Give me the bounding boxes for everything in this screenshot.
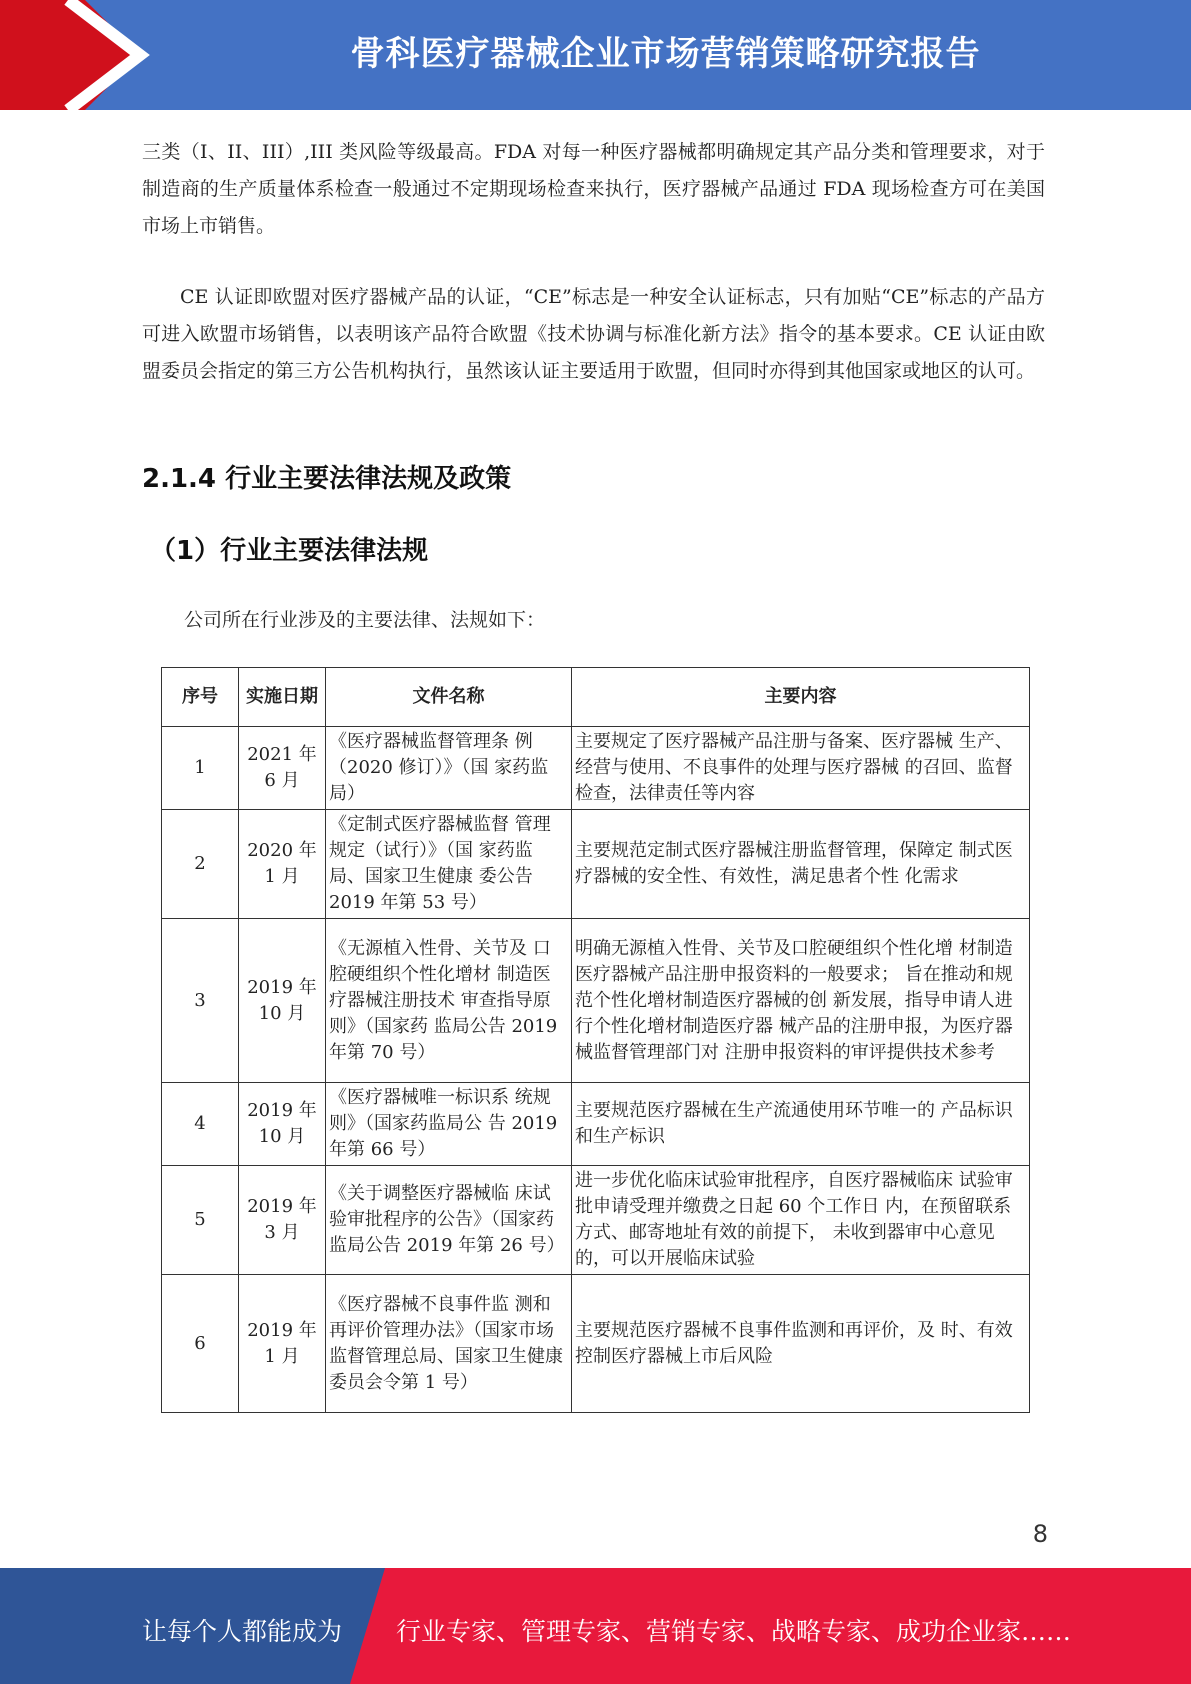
header-arrow-decoration bbox=[0, 0, 160, 110]
row-number: 5 bbox=[162, 1166, 239, 1275]
row-content: 主要规范医疗器械在生产流通使用环节唯一的 产品标识和生产标识 bbox=[572, 1083, 1030, 1166]
row-date: 2021 年 6 月 bbox=[239, 727, 326, 810]
row-content: 主要规范医疗器械不良事件监测和再评价，及 时、有效控制医疗器械上市后风险 bbox=[572, 1275, 1030, 1413]
row-doc-name: 《定制式医疗器械监督 管理规定（试行）》（国 家药监局、国家卫生健康 委公告 2019 年第 53 号） bbox=[326, 810, 572, 919]
page-number: 8 bbox=[1032, 1520, 1048, 1548]
body-paragraph-ce: CE 认证即欧盟对医疗器械产品的认证，“CE”标志是一种安全认证标志，只有加贴“CE”标志的产品方可进入欧盟市场销售，以表明该产品符合欧盟《技术协调与标准化新方法》指令的基本要求。CE 认证由欧盟委员会指定的第三方公告机构执行，虽然该认证主要适用于欧盟，但同时亦得到其他国家或地区的认可。 bbox=[142, 286, 1045, 382]
body-paragraph-fda: 三类（I、II、III）,III 类风险等级最高。FDA 对每一种医疗器械都明确规定其产品分类和管理要求，对于制造商的生产质量体系检查一般通过不定期现场检查来执行，医疗器械产品通过 FDA 现场检查方可在美国市场上市销售。 bbox=[142, 141, 1045, 237]
header-content: 主要内容 bbox=[572, 668, 1030, 727]
footer-slogan-right: 行业专家、管理专家、营销专家、战略专家、成功企业家…… bbox=[396, 1617, 1072, 1646]
row-number: 2 bbox=[162, 810, 239, 919]
header-number: 序号 bbox=[162, 668, 239, 727]
row-content: 主要规定了医疗器械产品注册与备案、医疗器械 生产、经营与使用、不良事件的处理与医疗器械 的召回、监督检查，法律责任等内容 bbox=[572, 727, 1030, 810]
row-date: 2020 年 1 月 bbox=[239, 810, 326, 919]
row-number: 6 bbox=[162, 1275, 239, 1413]
header-doc-name: 文件名称 bbox=[326, 668, 572, 727]
table-row bbox=[162, 919, 1030, 1083]
row-doc-name: 《医疗器械不良事件监 测和再评价管理办法》（国家市场监督管理总局、国家卫生健康委员会令第 1 号） bbox=[326, 1275, 572, 1413]
page-footer bbox=[0, 1568, 1191, 1684]
row-date: 2019 年 3 月 bbox=[239, 1166, 326, 1275]
row-number: 3 bbox=[162, 919, 239, 1083]
row-date: 2019 年 10 月 bbox=[239, 919, 326, 1083]
page-header bbox=[0, 0, 1191, 110]
table-row bbox=[162, 727, 1030, 810]
table-row bbox=[162, 1083, 1030, 1166]
footer-slogan-left: 让每个人都能成为 bbox=[142, 1617, 343, 1646]
row-number: 1 bbox=[162, 727, 239, 810]
table-header-row bbox=[162, 668, 1030, 727]
row-content: 主要规范定制式医疗器械注册监督管理，保障定 制式医疗器械的安全性、有效性，满足患者个性 化需求 bbox=[572, 810, 1030, 919]
row-content: 进一步优化临床试验审批程序，自医疗器械临床 试验审批申请受理并缴费之日起 60 个工作日 内，在预留联系方式、邮寄地址有效的前提下， 未收到器审中心意见的，可以开展临床试验 bbox=[572, 1166, 1030, 1275]
row-date: 2019 年 1 月 bbox=[239, 1275, 326, 1413]
laws-table bbox=[161, 667, 1030, 1413]
row-doc-name: 《医疗器械监督管理条 例（2020 修订）》（国 家药监局） bbox=[326, 727, 572, 810]
row-doc-name: 《医疗器械唯一标识系 统规则》（国家药监局公 告 2019 年第 66 号） bbox=[326, 1083, 572, 1166]
header-date: 实施日期 bbox=[239, 668, 326, 727]
row-date: 2019 年 10 月 bbox=[239, 1083, 326, 1166]
row-content: 明确无源植入性骨、关节及口腔硬组织个性化增 材制造医疗器械产品注册申报资料的一般要求； 旨在推动和规范个性化增材制造医疗器械的创 新发展，指导申请人进行个性化增材制造医疗器 械产品的注册申报，为医疗器械监督管理部门对 注册申报资料的审评提供技术参考 bbox=[572, 919, 1030, 1083]
table-row bbox=[162, 1166, 1030, 1275]
row-doc-name: 《无源植入性骨、关节及 口腔硬组织个性化增材 制造医疗器械注册技术 审查指导原则》（国家药 监局公告 2019 年第 70 号） bbox=[326, 919, 572, 1083]
table-row bbox=[162, 810, 1030, 919]
row-number: 4 bbox=[162, 1083, 239, 1166]
subsection-heading: （1）行业主要法律法规 bbox=[150, 536, 429, 566]
report-title: 骨科医疗器械企业市场营销策略研究报告 bbox=[350, 34, 981, 74]
table-intro: 公司所在行业涉及的主要法律、法规如下： bbox=[184, 609, 546, 631]
section-heading: 2.1.4 行业主要法律法规及政策 bbox=[142, 464, 512, 494]
table-row bbox=[162, 1275, 1030, 1413]
row-doc-name: 《关于调整医疗器械临 床试验审批程序的公告》（国家药监局公告 2019 年第 26 号） bbox=[326, 1166, 572, 1275]
